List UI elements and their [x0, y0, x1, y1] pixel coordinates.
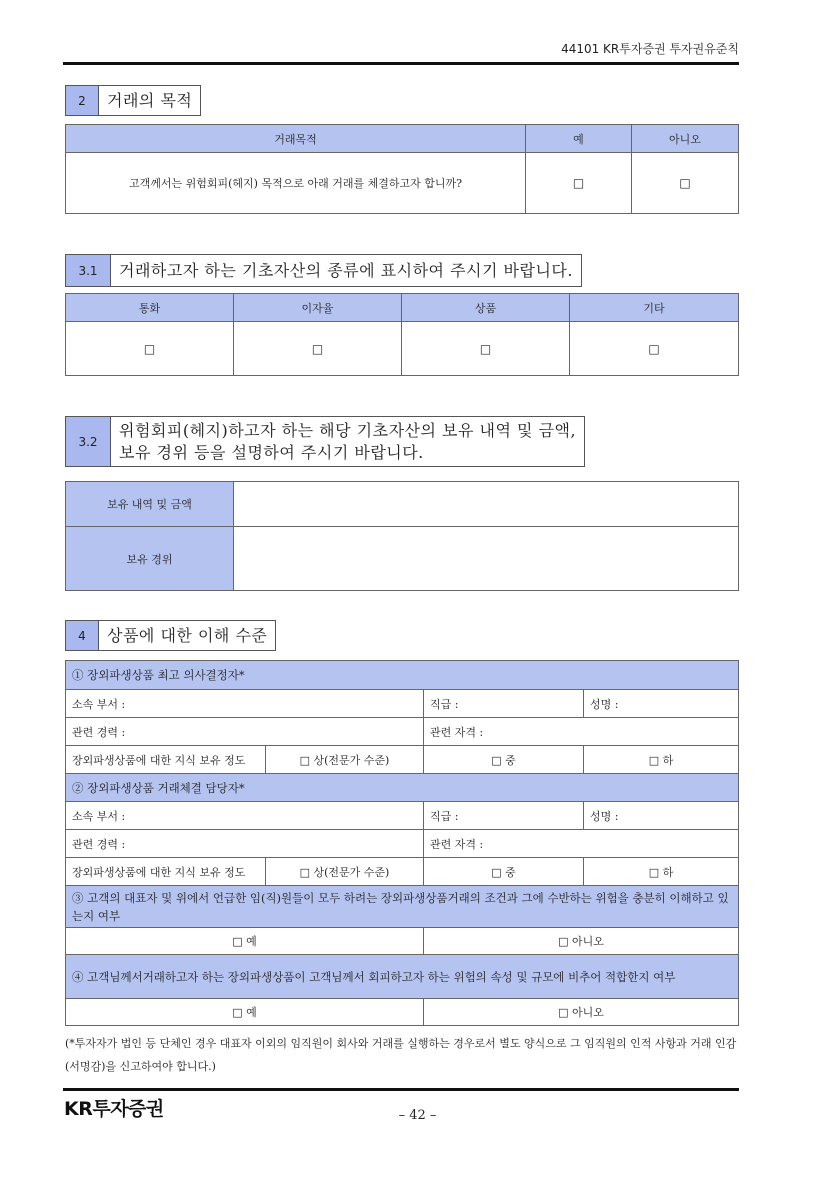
- commodity-header: 상품: [402, 294, 570, 322]
- section-number: 3.2: [66, 417, 111, 466]
- knowledge-high-option[interactable]: □ 상(전문가 수준): [266, 746, 424, 774]
- knowledge-low-option[interactable]: □ 하: [584, 858, 739, 886]
- question-4: ④ 고객님께서거래하고자 하는 장외파생상품이 고객님께서 회피하고자 하는 위험의 속성 및 규모에 비추어 적합한지 여부: [66, 955, 739, 999]
- section-4-heading: [65, 620, 276, 651]
- section-title: [111, 417, 584, 466]
- q4-no-option[interactable]: □ 아니오: [424, 999, 739, 1026]
- rank-field[interactable]: 직급 :: [424, 690, 584, 718]
- footnote: (*투자자가 법인 등 단체인 경우 대표자 이외의 임직원이 회사와 거래를 실행하는 경우로서 별도 양식으로 그 임직원의 인적 사항과 거래 인감(서명감)을 신고하여야 합니다.): [65, 1037, 737, 1073]
- no-header: 아니오: [632, 125, 739, 153]
- qualification-field[interactable]: 관련 자격 :: [424, 830, 739, 858]
- header-rule: [63, 62, 739, 65]
- q3-no-option[interactable]: □ 아니오: [424, 928, 739, 955]
- other-checkbox[interactable]: □: [570, 322, 739, 376]
- q4-yes-option[interactable]: □ 예: [66, 999, 424, 1026]
- dept-field[interactable]: 소속 부서 :: [66, 802, 424, 830]
- knowledge-low-option[interactable]: □ 하: [584, 746, 739, 774]
- dept-field[interactable]: 소속 부서 :: [66, 690, 424, 718]
- career-field[interactable]: 관련 경력 :: [66, 718, 424, 746]
- section-number: 4: [66, 621, 99, 650]
- section-title: 거래하고자 하는 기초자산의 종류에 표시하여 주시기 바랍니다.: [119, 260, 573, 280]
- holding-amount-field[interactable]: [234, 482, 739, 527]
- knowledge-label: 장외파생상품에 대한 지식 보유 정도: [66, 746, 266, 774]
- purpose-header: 거래목적: [66, 125, 526, 153]
- interest-rate-header: 이자율: [234, 294, 402, 322]
- asset-type-table: [65, 293, 739, 376]
- purpose-table: [65, 124, 739, 214]
- other-header: 기타: [570, 294, 739, 322]
- document-header-title: 44101 KR투자증권 투자권유준칙: [561, 42, 739, 56]
- commodity-checkbox[interactable]: □: [402, 322, 570, 376]
- person-1-title: ① 장외파생상품 최고 의사결정자*: [66, 661, 739, 690]
- section-3-2-heading: [65, 416, 585, 467]
- understanding-table: [65, 660, 739, 1026]
- footer-rule: [63, 1088, 739, 1091]
- interest-rate-checkbox[interactable]: □: [234, 322, 402, 376]
- purpose-no-checkbox[interactable]: □: [632, 153, 739, 214]
- currency-header: 통화: [66, 294, 234, 322]
- q3-yes-option[interactable]: □ 예: [66, 928, 424, 955]
- career-field[interactable]: 관련 경력 :: [66, 830, 424, 858]
- section-title-line-2: 보유 경위 등을 설명하여 주시기 바랍니다.: [119, 442, 424, 462]
- currency-checkbox[interactable]: □: [66, 322, 234, 376]
- person-2-title: ② 장외파생상품 거래체결 담당자*: [66, 774, 739, 802]
- purpose-yes-checkbox[interactable]: □: [526, 153, 632, 214]
- section-title-line-1: 위험회피(헤지)하고자 하는 해당 기초자산의 보유 내역 및 금액,: [119, 420, 577, 440]
- section-2-heading: [65, 85, 201, 116]
- holding-history-field[interactable]: [234, 527, 739, 591]
- question-3: ③ 고객의 대표자 및 위에서 언급한 임(직)원들이 모두 하려는 장외파생상품거래의 조건과 그에 수반하는 위험을 충분히 이해하고 있는지 여부: [66, 886, 739, 928]
- section-number: 2: [66, 86, 99, 115]
- knowledge-mid-option[interactable]: □ 중: [424, 858, 584, 886]
- holding-history-label: 보유 경위: [66, 527, 234, 591]
- knowledge-mid-option[interactable]: □ 중: [424, 746, 584, 774]
- knowledge-high-option[interactable]: □ 상(전문가 수준): [266, 858, 424, 886]
- knowledge-label: 장외파생상품에 대한 지식 보유 정도: [66, 858, 266, 886]
- section-title: 상품에 대한 이해 수준: [107, 625, 268, 645]
- holding-table: [65, 481, 739, 591]
- qualification-field[interactable]: 관련 자격 :: [424, 718, 739, 746]
- rank-field[interactable]: 직급 :: [424, 802, 584, 830]
- purpose-question: 고객께서는 위험회피(헤지) 목적으로 아래 거래를 체결하고자 합니까?: [66, 153, 526, 214]
- company-logo: KR투자증권: [64, 1098, 164, 1120]
- yes-header: 예: [526, 125, 632, 153]
- name-field[interactable]: 성명 :: [584, 690, 739, 718]
- section-title: 거래의 목적: [107, 90, 193, 110]
- page-number: – 42 –: [398, 1108, 437, 1123]
- name-field[interactable]: 성명 :: [584, 802, 739, 830]
- section-number: 3.1: [66, 255, 111, 286]
- section-3-1-heading: [65, 254, 582, 287]
- holding-amount-label: 보유 내역 및 금액: [66, 482, 234, 527]
